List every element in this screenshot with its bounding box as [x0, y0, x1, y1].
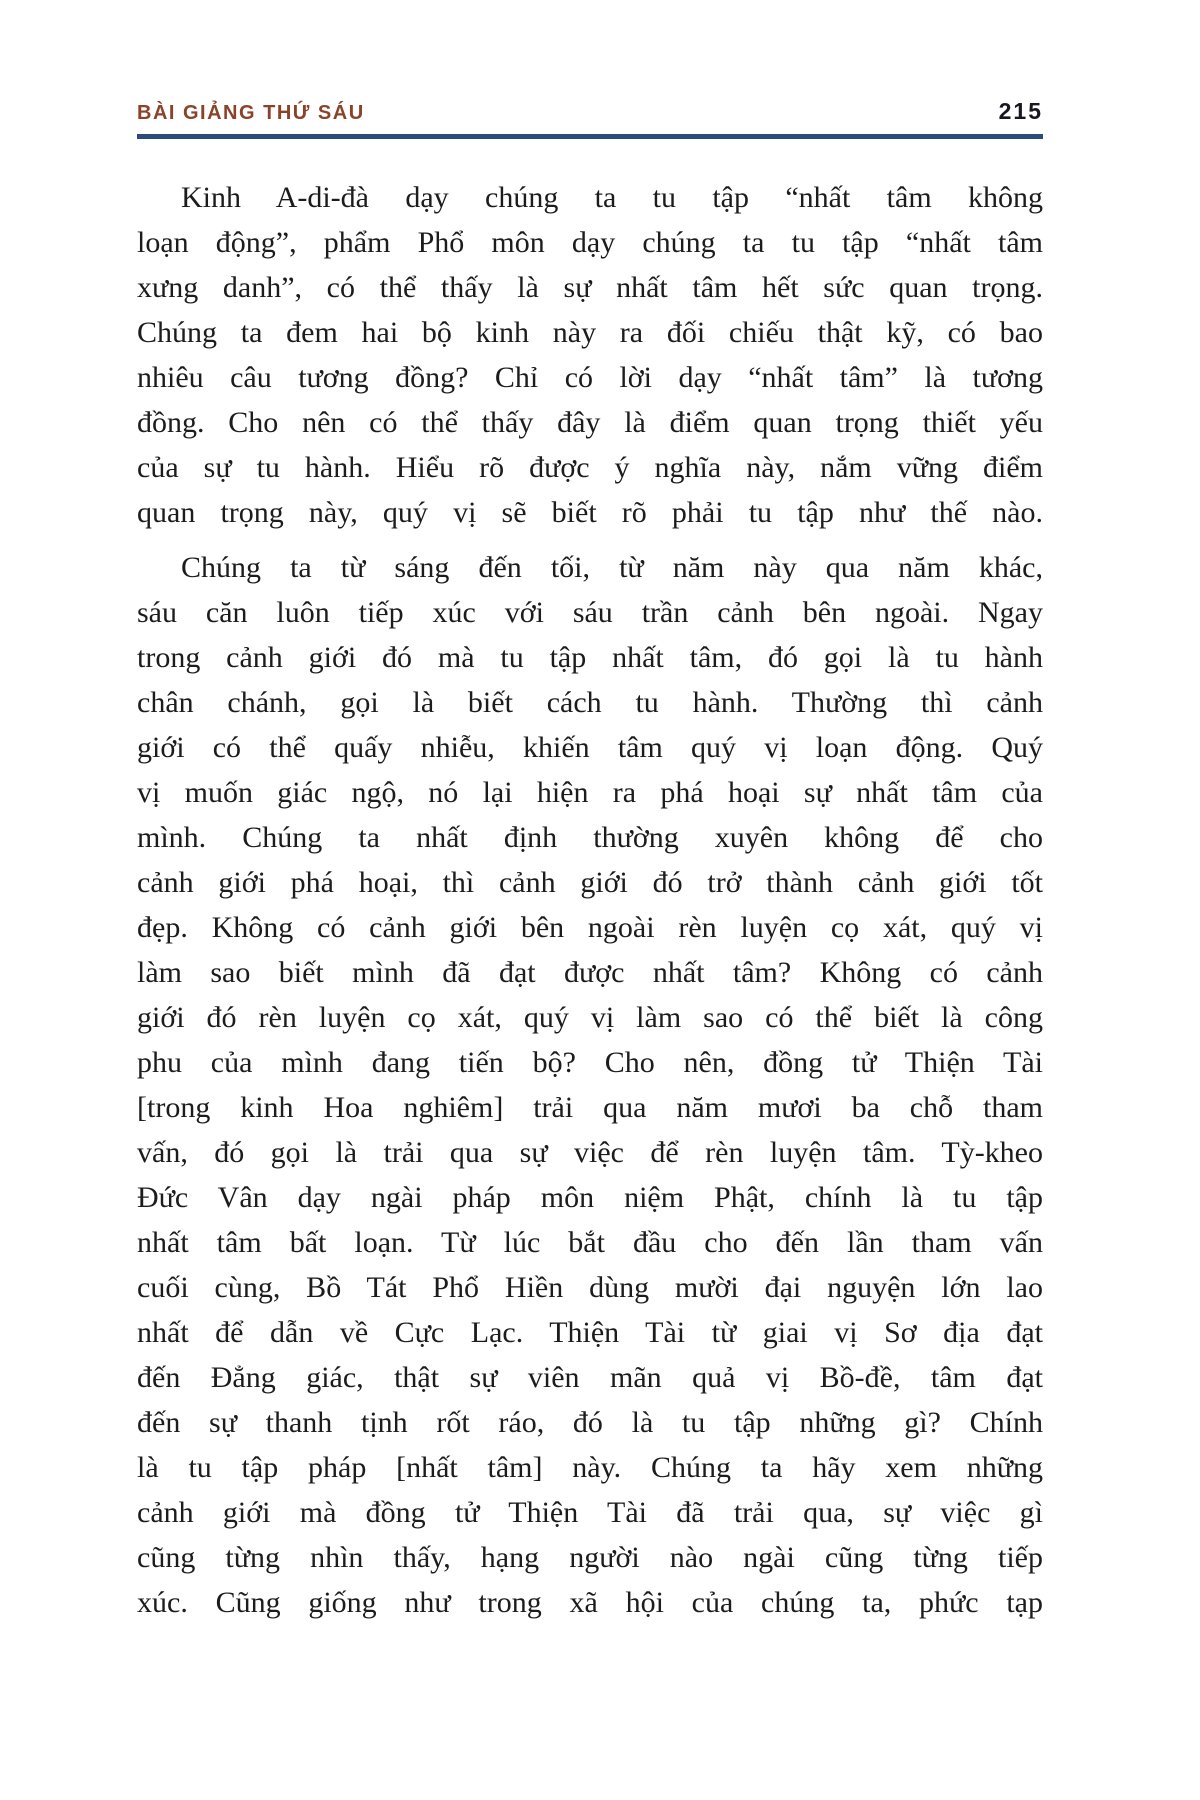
text-line: phu của mình đang tiến bộ? Cho nên, đồng tử Thiện Tài	[137, 1046, 1043, 1079]
text-line: loạn động”, phẩm Phổ môn dạy chúng ta tu tập “nhất tâm	[137, 226, 1043, 259]
text-line: đến sự thanh tịnh rốt ráo, đó là tu tập những gì? Chính	[137, 1406, 1043, 1439]
text-line: giới có thể quấy nhiễu, khiến tâm quý vị loạn động. Quý	[137, 731, 1043, 764]
text-line: xưng danh”, có thể thấy là sự nhất tâm hết sức quan trọng.	[137, 271, 1043, 304]
header-rule	[137, 134, 1043, 139]
text-line: là tu tập pháp [nhất tâm] này. Chúng ta hãy xem những	[137, 1451, 1043, 1484]
text-line: quan trọng này, quý vị sẽ biết rõ phải tu tập như thế nào.	[137, 496, 1043, 529]
text-line: cảnh giới phá hoại, thì cảnh giới đó trở thành cảnh giới tốt	[137, 866, 1043, 899]
text-line: chân chánh, gọi là biết cách tu hành. Thường thì cảnh	[137, 686, 1043, 719]
text-line: nhất để dẫn về Cực Lạc. Thiện Tài từ giai vị Sơ địa đạt	[137, 1316, 1043, 1349]
text-line: nhất tâm bất loạn. Từ lúc bắt đầu cho đến lần tham vấn	[137, 1226, 1043, 1259]
text-line: Kinh A-di-đà dạy chúng ta tu tập “nhất tâm không	[181, 181, 1043, 214]
text-line: vị muốn giác ngộ, nó lại hiện ra phá hoại sự nhất tâm của	[137, 776, 1043, 809]
text-line: làm sao biết mình đã đạt được nhất tâm? Không có cảnh	[137, 956, 1043, 989]
text-line: cuối cùng, Bồ Tát Phổ Hiền dùng mười đại nguyện lớn lao	[137, 1271, 1043, 1304]
text-line: Đức Vân dạy ngài pháp môn niệm Phật, chính là tu tập	[137, 1181, 1043, 1214]
text-line: giới đó rèn luyện cọ xát, quý vị làm sao có thể biết là công	[137, 1001, 1043, 1034]
text-line: nhiêu câu tương đồng? Chỉ có lời dạy “nhất tâm” là tương	[137, 361, 1043, 394]
text-line: [trong kinh Hoa nghiêm] trải qua năm mươi ba chỗ tham	[137, 1091, 1043, 1124]
page-number: 215	[998, 98, 1043, 124]
text-line: Chúng ta đem hai bộ kinh này ra đối chiếu thật kỹ, có bao	[137, 316, 1043, 349]
body-text	[137, 175, 1043, 1625]
text-line: cảnh giới mà đồng tử Thiện Tài đã trải qua, sự việc gì	[137, 1496, 1043, 1529]
paragraph-1	[137, 175, 1043, 535]
text-line: của sự tu hành. Hiểu rõ được ý nghĩa này, nắm vững điểm	[137, 451, 1043, 484]
text-line: mình. Chúng ta nhất định thường xuyên không để cho	[137, 821, 1043, 854]
header-row	[137, 98, 1043, 125]
text-line: sáu căn luôn tiếp xúc với sáu trần cảnh bên ngoài. Ngay	[137, 596, 1043, 629]
text-line: Chúng ta từ sáng đến tối, từ năm này qua năm khác,	[181, 551, 1043, 584]
page-header	[137, 98, 1043, 139]
text-line: đến Đẳng giác, thật sự viên mãn quả vị Bồ-đề, tâm đạt	[137, 1361, 1043, 1394]
text-line: xúc. Cũng giống như trong xã hội của chúng ta, phức tạp	[137, 1586, 1043, 1619]
text-line: trong cảnh giới đó mà tu tập nhất tâm, đó gọi là tu hành	[137, 641, 1043, 674]
running-title: BÀI GIẢNG THỨ SÁU	[137, 102, 365, 124]
text-line: vấn, đó gọi là trải qua sự việc để rèn luyện tâm. Tỳ-kheo	[137, 1136, 1043, 1169]
text-line: đẹp. Không có cảnh giới bên ngoài rèn luyện cọ xát, quý vị	[137, 911, 1043, 944]
paragraph-2	[137, 545, 1043, 1625]
text-line: cũng từng nhìn thấy, hạng người nào ngài cũng từng tiếp	[137, 1541, 1043, 1574]
text-line: đồng. Cho nên có thể thấy đây là điểm quan trọng thiết yếu	[137, 406, 1043, 439]
